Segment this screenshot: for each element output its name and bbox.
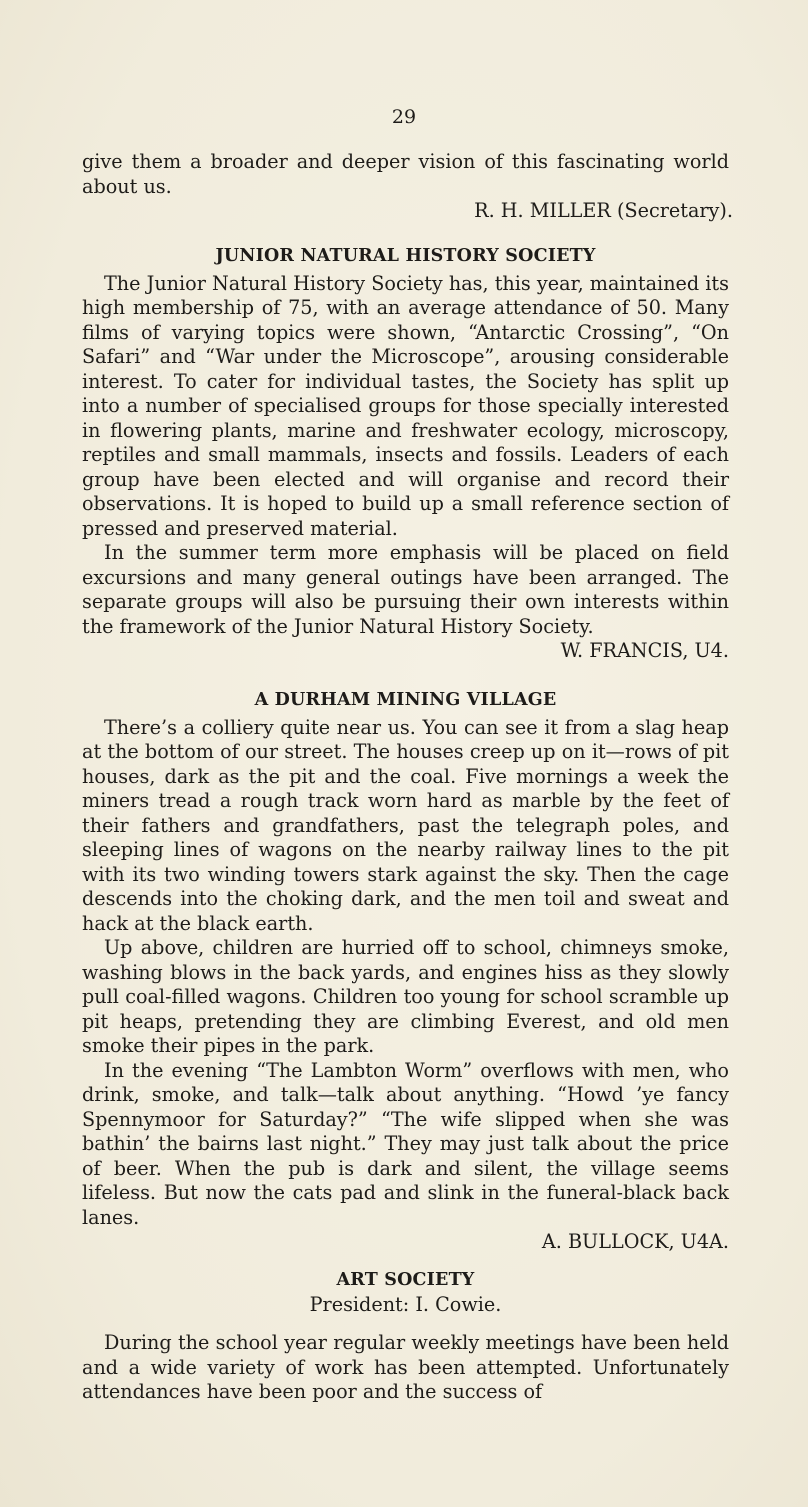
article-paragraph: In the summer term more emphasis will be placed on field excursions and many general outings have been arranged. The separate groups will also be pursuing their own interests within the framework of the Junior Natural History Society.	[82, 541, 729, 638]
article-signature: A. BULLOCK, U4A.	[541, 1230, 729, 1253]
section-heading: A DURHAM MINING VILLAGE	[254, 690, 557, 710]
article-signature: W. FRANCIS, U4.	[560, 639, 729, 662]
article-paragraph: Up above, children are hurried off to school, chimneys smoke, washing blows in the back yards, and engines hiss as they slowly pull coal-filled wagons. Children too young for school scramble up pit heaps, pretending they are climbing Everest, and old men smoke their pipes in the park.	[82, 936, 729, 1057]
section-heading: JUNIOR NATURAL HISTORY SOCIETY	[215, 246, 596, 266]
article-paragraph: In the evening “The Lambton Worm” overflows with men, who drink, smoke, and talk—talk about anything. “Howd ’ye fancy Spennymoor for Saturday?” “The wife slipped when she was bathin’ the bairns last night.” They may just talk about the price of beer. When the pub is dark and silent, the village seems lifeless. But now the cats pad and slink in the funeral-black back lanes.	[82, 1058, 729, 1229]
president-line: President: I. Cowie.	[309, 1292, 502, 1316]
junior-natural-history-section	[82, 244, 729, 664]
page-number: 29	[391, 106, 417, 128]
section-heading: ART SOCIETY	[336, 1270, 475, 1290]
durham-mining-village-section	[82, 688, 729, 1255]
article-paragraph: During the school year regular weekly meetings have been held and a wide variety of work has been attempted. Unfortunately attendances have been poor and the success of	[82, 1331, 729, 1403]
intro-signature: R. H. MILLER (Secretary).	[474, 199, 733, 222]
article-paragraph: There’s a colliery quite near us. You can see it from a slag heap at the bottom of our street. The houses creep up on it—rows of pit houses, dark as the pit and the coal. Five mornings a week the miners tread a rough track worn hard as marble by the feet of their fathers and grandfathers, past the telegraph poles, and sleeping lines of wagons on the nearby railway lines to the pit with its two winding towers stark against the sky. Then the cage descends into the choking dark, and the men toil and sweat and hack at the black earth.	[82, 715, 729, 935]
art-society-section	[82, 1268, 729, 1405]
intro-section	[82, 150, 733, 224]
intro-paragraph: give them a broader and deeper vision of this fascinating world about us.	[82, 150, 729, 198]
article-paragraph: The Junior Natural History Society has, this year, maintained its high membership of 75, with an average attendance of 50. Many films of varying topics were shown, “Antarctic Crossing”, “On Safari” and “War under the Microscope”, arousing considerable interest. To cater for individual tastes, the Society has split up into a number of specialised groups for those specially interested in flowering plants, marine and freshwater ecology, microscopy, reptiles and small mammals, insects and fossils. Leaders of each group have been elected and will organise and record their observations. It is hoped to build up a small reference section of pressed and preserved material.	[82, 271, 729, 540]
